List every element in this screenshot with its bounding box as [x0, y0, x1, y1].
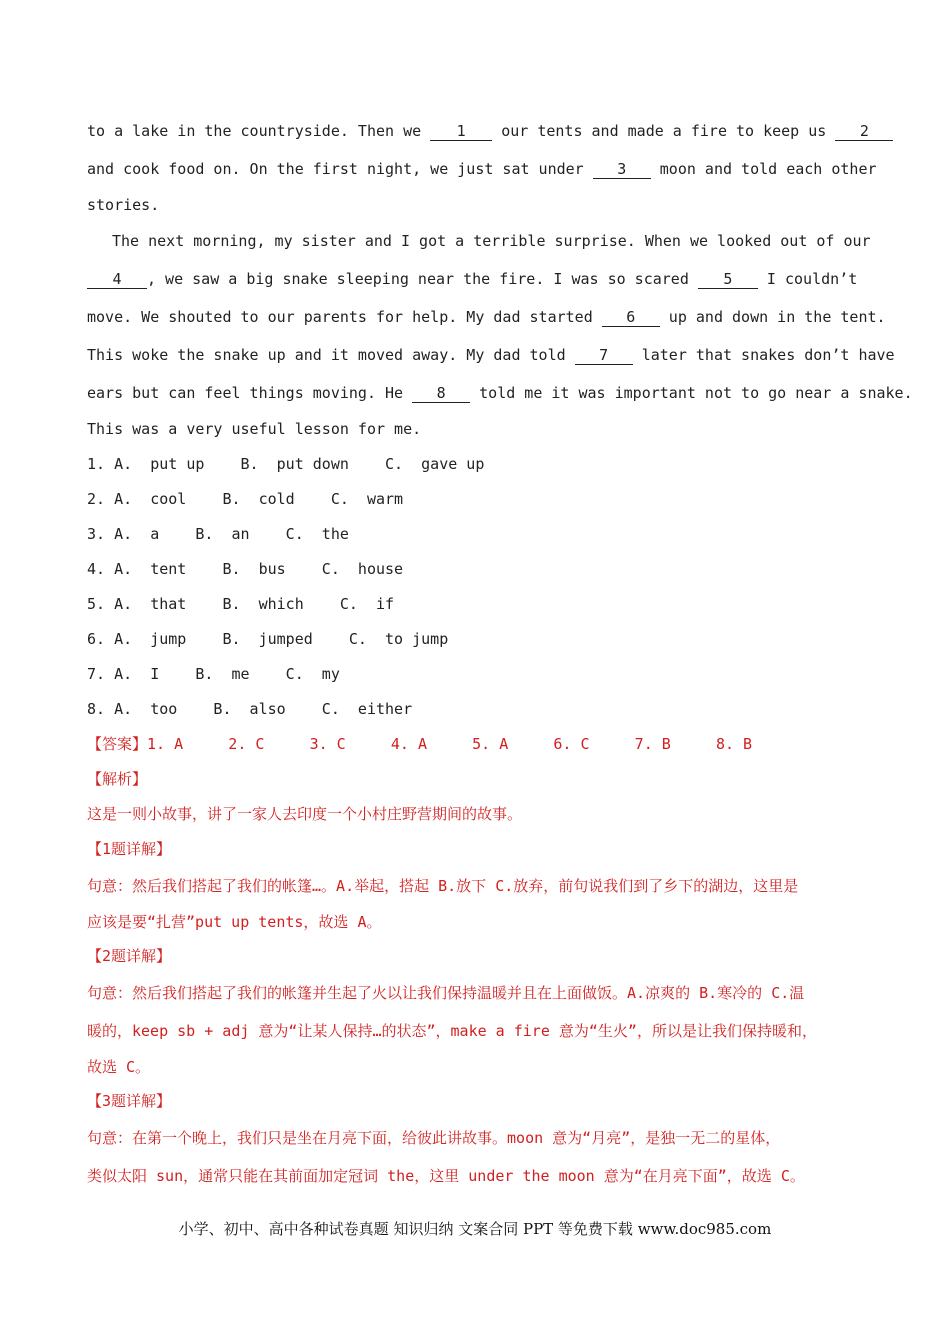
blank-5: 5	[698, 270, 758, 289]
text: up and down in the tent.	[659, 308, 886, 326]
option-row: 6. A. jump B. jumped C. to jump	[87, 630, 449, 648]
text: I couldn’t	[757, 270, 858, 288]
q2-heading: 【2题详解】	[87, 947, 172, 965]
option-row: 3. A. a B. an C. the	[87, 525, 349, 543]
answer-line	[87, 727, 877, 762]
blank-1: 1	[430, 122, 492, 141]
blank-7: 7	[575, 346, 633, 365]
option-row: 1. A. put up B. put down C. gave up	[87, 455, 485, 473]
text: ears but can feel things moving. He	[87, 384, 413, 402]
text: told me it was important not to go near a snake.	[470, 384, 913, 402]
page-footer: 小学、初中、高中各种试卷真题 知识归纳 文案合同 PPT 等免费下载 www.doc985.com	[178, 1220, 772, 1238]
passage-line	[87, 260, 877, 298]
q3-explanation-line: 句意：在第一个晚上，我们只是坐在月亮下面，给彼此讲故事。moon 意为“月亮”，是独一无二的星体，	[87, 1129, 781, 1147]
text: later that snakes don’t have	[632, 346, 895, 364]
blank-6: 6	[602, 308, 660, 327]
q2-explanation-line: 暖的，keep sb + adj 意为“让某人保持…的状态”，make a fire 意为“生火”，所以是让我们保持暖和，	[87, 1022, 817, 1040]
text: and cook food on. On the first night, we just sat under	[87, 160, 593, 178]
passage-line: stories.	[87, 196, 160, 214]
option-row: 8. A. too B. also C. either	[87, 700, 413, 718]
q1-heading: 【1题详解】	[87, 840, 172, 858]
passage-paragraph-2	[87, 222, 913, 447]
q2-explanation-line: 句意：然后我们搭起了我们的帐篷并生起了火以让我们保持温暖并且在上面做饭。A.凉爽的 B.寒冷的 C.温	[87, 984, 805, 1002]
answer-text: 1. A 2. C 3. C 4. A 5. A 6. C 7. B 8. B	[147, 735, 753, 753]
passage-paragraph-1	[87, 112, 877, 222]
q1-explanation-line: 句意：然后我们搭起了我们的帐篷…。A.举起，搭起 B.放下 C.放弃，前句说我们到了乡下的湖边，这里是	[87, 877, 799, 895]
answer-label: 【答案】	[87, 735, 148, 753]
blank-4: 4	[87, 270, 147, 289]
text: , we saw a big snake sleeping near the fire. I was so scared	[147, 270, 698, 288]
q3-explanation-line: 类似太阳 sun，通常只能在其前面加定冠词 the，这里 under the moon 意为“在月亮下面”，故选 C。	[87, 1167, 805, 1185]
passage-line	[87, 150, 877, 188]
option-row: 4. A. tent B. bus C. house	[87, 560, 404, 578]
option-row: 2. A. cool B. cold C. warm	[87, 490, 404, 508]
passage-line: This was a very useful lesson for me.	[87, 420, 422, 438]
q1-explanation-line: 应该是要“扎营”put up tents，故选 A。	[87, 913, 382, 931]
blank-2: 2	[835, 122, 893, 141]
document-body	[87, 112, 913, 1195]
q3-heading: 【3题详解】	[87, 1092, 172, 1110]
text: moon and told each other	[650, 160, 877, 178]
option-row: 5. A. that B. which C. if	[87, 595, 395, 613]
passage-line	[87, 336, 895, 374]
q2-explanation-line: 故选 C。	[87, 1058, 151, 1076]
blank-8: 8	[412, 384, 470, 403]
options-list	[87, 447, 877, 727]
passage-line	[87, 112, 877, 150]
analysis-summary: 这是一则小故事，讲了一家人去印度一个小村庄野营期间的故事。	[87, 805, 523, 823]
option-row: 7. A. I B. me C. my	[87, 665, 340, 683]
passage-line: The next morning, my sister and I got a terrible surprise. When we looked out of our	[112, 232, 871, 250]
text: move. We shouted to our parents for help. My dad started	[87, 308, 602, 326]
passage-line	[87, 374, 913, 412]
text: This woke the snake up and it moved away. My dad told	[87, 346, 575, 364]
text: our tents and made a fire to keep us	[492, 122, 836, 140]
analysis-heading: 【解析】	[87, 770, 148, 788]
blank-3: 3	[593, 160, 651, 179]
text: to a lake in the countryside. Then we	[87, 122, 431, 140]
passage-line	[87, 298, 886, 336]
